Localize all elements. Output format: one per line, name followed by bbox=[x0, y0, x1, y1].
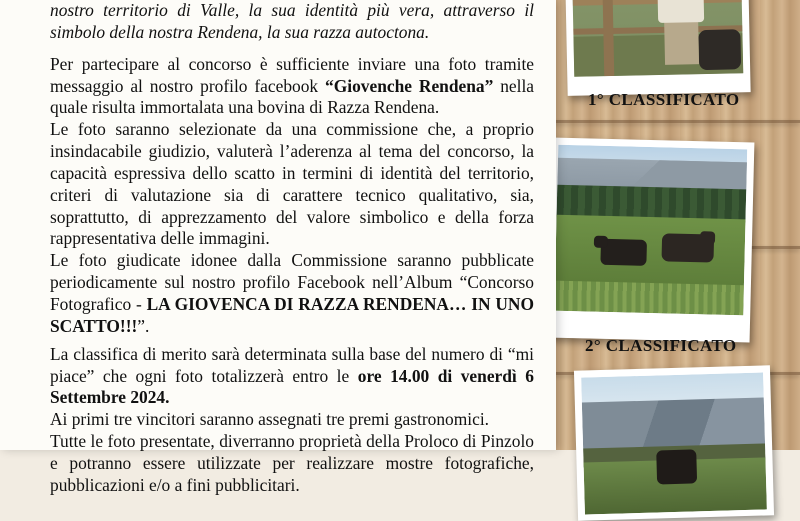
facebook-page-name: “Giovenche Rendena” bbox=[325, 75, 494, 96]
paragraph-pubblicazione: Le foto giudicate idonee dalla Commissione saranno pubblicate periodicamente sul nostro profilo Facebook nell’Album “Concorso Fotografico - LA GIOVENCA DI RAZZA RENDENA… IN UNO SCATTO!!!”. bbox=[50, 250, 534, 336]
paragraph-proprieta: Tutte le foto presentate, diverranno proprietà della Proloco di Pinzolo e potranno essere utilizzate per realizzare mostre fotografiche, pubblicazioni e/o a fini pubblicitari. bbox=[50, 431, 534, 495]
album-name: LA GIOVENCA DI RAZZA RENDENA… IN UNO SCATTO!!! bbox=[50, 293, 534, 336]
photo-third-place bbox=[574, 365, 774, 520]
photo-second-place-image bbox=[554, 145, 747, 316]
photo-second-place bbox=[547, 138, 755, 343]
paragraph-intro: nostro territorio di Valle, la sua identità più vera, attraverso il simbolo della nostra Rendena, la sua razza autoctona. bbox=[50, 0, 534, 42]
deadline-time: ore 14.00 di venerdì bbox=[357, 365, 517, 386]
paragraph-partecipazione: Per partecipare al concorso è sufficiente inviare una foto tramite messaggio al nostro profilo facebook “Giovenche Rendena” nella quale risulta immortalata una bovina di Razza Rendena. bbox=[50, 53, 534, 118]
caption-first-place: 1° CLASSIFICATO bbox=[588, 90, 740, 109]
deadline-date: 6 Settembre 2024. bbox=[50, 365, 534, 408]
photo-first-place bbox=[564, 0, 750, 96]
caption-second-place: 2° CLASSIFICATO bbox=[585, 336, 737, 355]
paragraph-premi: Ai primi tre vincitori saranno assegnati tre premi gastronomici. bbox=[50, 409, 489, 430]
paragraph-classifica: La classifica di merito sarà determinata sulla base del numero di “mi piace” che ogni foto totalizzerà entro le ore 14.00 di venerdì 6 Settembre 2024. bbox=[50, 343, 534, 408]
photo-third-place-image bbox=[581, 372, 767, 514]
photo-first-place-image bbox=[571, 0, 743, 77]
paragraph-selezione: Le foto saranno selezionate da una commissione che, a proprio insindacabile giudizio, valuterà l’aderenza al tema del concorso, la capacità espressiva dello scatto in termini di identità del territorio, criteri di valutazione sia di carattere tecnico qualitativo, sia, soprattutto, di apprezzamento del valore simbolico e della forza rappresentativa delle immagini. bbox=[50, 119, 534, 249]
